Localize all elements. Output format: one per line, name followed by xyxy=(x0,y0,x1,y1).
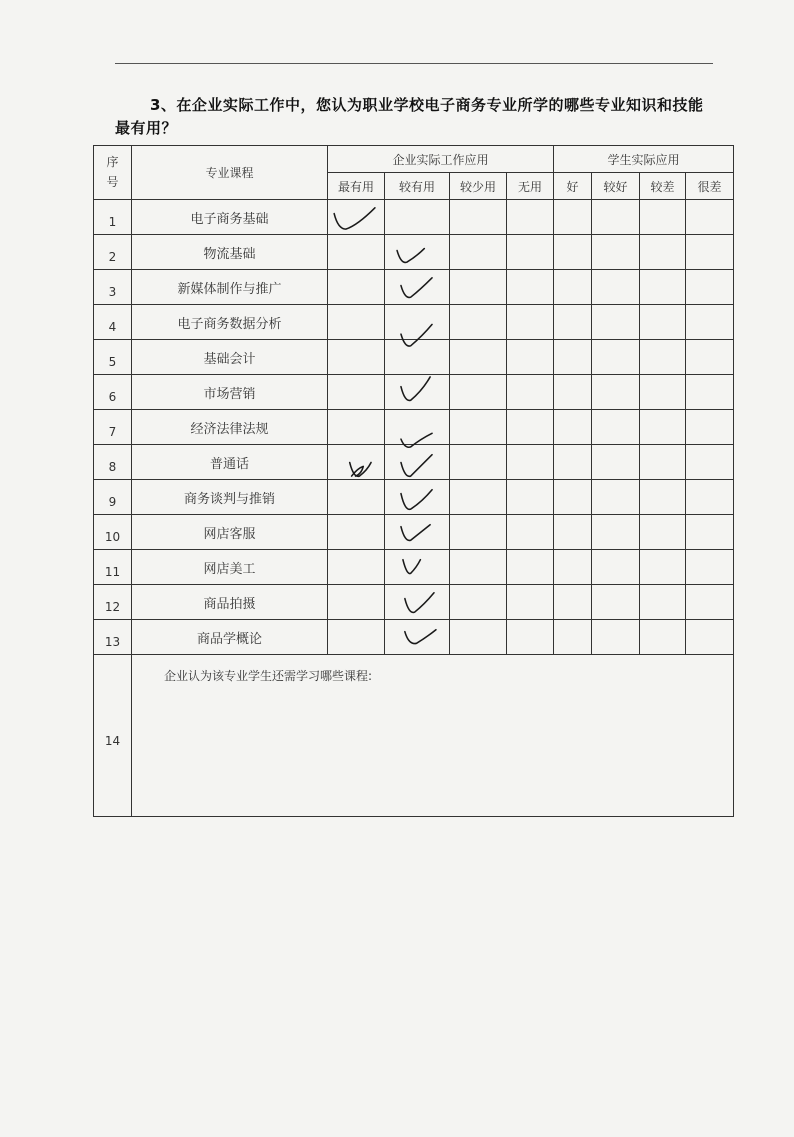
empty-cell xyxy=(554,305,592,340)
empty-cell xyxy=(554,200,592,235)
checkmark-icon xyxy=(385,270,449,304)
empty-cell xyxy=(640,305,686,340)
row-number: 10 xyxy=(94,515,132,550)
check-cell xyxy=(385,585,450,620)
row-number: 6 xyxy=(94,375,132,410)
empty-cell xyxy=(554,375,592,410)
col-header: 很差 xyxy=(686,173,734,200)
checkmark-icon xyxy=(385,410,449,444)
course-name: 普通话 xyxy=(132,445,328,480)
empty-cell xyxy=(686,200,734,235)
empty-cell xyxy=(450,410,507,445)
checkmark-icon xyxy=(385,235,449,269)
empty-cell xyxy=(640,270,686,305)
course-name: 网店客服 xyxy=(132,515,328,550)
col-header: 好 xyxy=(554,173,592,200)
empty-cell xyxy=(640,340,686,375)
empty-cell xyxy=(686,305,734,340)
empty-cell xyxy=(640,410,686,445)
empty-cell xyxy=(450,235,507,270)
check-cell xyxy=(385,410,450,445)
table-row xyxy=(94,550,734,585)
empty-cell xyxy=(686,410,734,445)
empty-cell xyxy=(507,480,554,515)
empty-cell xyxy=(686,515,734,550)
empty-cell xyxy=(686,375,734,410)
empty-cell xyxy=(592,375,640,410)
empty-cell xyxy=(592,200,640,235)
empty-cell xyxy=(507,235,554,270)
survey-table xyxy=(93,145,734,817)
empty-cell xyxy=(450,375,507,410)
checkmark-icon xyxy=(385,375,449,409)
empty-cell xyxy=(385,200,450,235)
empty-cell xyxy=(507,620,554,655)
empty-cell xyxy=(450,620,507,655)
empty-cell xyxy=(507,340,554,375)
table-row xyxy=(94,270,734,305)
empty-cell xyxy=(592,445,640,480)
empty-cell xyxy=(554,550,592,585)
empty-cell xyxy=(640,375,686,410)
empty-cell xyxy=(328,305,385,340)
empty-cell xyxy=(592,550,640,585)
note-cell xyxy=(132,655,734,817)
empty-cell xyxy=(686,340,734,375)
row-number: 4 xyxy=(94,305,132,340)
checkmark-icon xyxy=(385,480,449,514)
table-row xyxy=(94,410,734,445)
course-name: 市场营销 xyxy=(132,375,328,410)
empty-cell xyxy=(592,515,640,550)
col-header: 较差 xyxy=(640,173,686,200)
checkmark-icon xyxy=(385,620,449,654)
course-name: 新媒体制作与推广 xyxy=(132,270,328,305)
row-number: 5 xyxy=(94,340,132,375)
empty-cell xyxy=(328,270,385,305)
empty-cell xyxy=(554,480,592,515)
empty-cell xyxy=(592,480,640,515)
empty-cell xyxy=(640,480,686,515)
course-name: 商务谈判与推销 xyxy=(132,480,328,515)
empty-cell xyxy=(507,585,554,620)
table-row xyxy=(94,620,734,655)
empty-cell xyxy=(450,200,507,235)
table-row xyxy=(94,445,734,480)
student-group-header: 学生实际应用 xyxy=(554,146,734,173)
table-row xyxy=(94,585,734,620)
empty-cell xyxy=(640,550,686,585)
table-row xyxy=(94,480,734,515)
empty-cell xyxy=(450,515,507,550)
row-number: 13 xyxy=(94,620,132,655)
empty-cell xyxy=(385,340,450,375)
empty-cell xyxy=(592,270,640,305)
checkmark-icon xyxy=(328,200,384,234)
check-cell xyxy=(328,445,385,480)
empty-cell xyxy=(686,445,734,480)
empty-cell xyxy=(328,480,385,515)
empty-cell xyxy=(686,270,734,305)
course-name: 基础会计 xyxy=(132,340,328,375)
empty-cell xyxy=(554,270,592,305)
col-header: 较好 xyxy=(592,173,640,200)
course-name: 电子商务基础 xyxy=(132,200,328,235)
empty-cell xyxy=(686,480,734,515)
empty-cell xyxy=(507,515,554,550)
empty-cell xyxy=(554,515,592,550)
empty-cell xyxy=(592,305,640,340)
empty-cell xyxy=(686,585,734,620)
empty-cell xyxy=(640,445,686,480)
row-number: 8 xyxy=(94,445,132,480)
empty-cell xyxy=(450,340,507,375)
empty-cell xyxy=(554,620,592,655)
check-cell xyxy=(385,305,450,340)
checkmark-icon xyxy=(385,515,449,549)
empty-cell xyxy=(640,200,686,235)
empty-cell xyxy=(507,200,554,235)
checkmark-icon xyxy=(385,305,449,339)
table-row xyxy=(94,340,734,375)
col-header: 较少用 xyxy=(450,173,507,200)
check-cell xyxy=(385,235,450,270)
crossed-check-icon xyxy=(328,445,384,479)
row-number: 9 xyxy=(94,480,132,515)
empty-cell xyxy=(554,445,592,480)
course-name: 商品拍摄 xyxy=(132,585,328,620)
question-text-continued: 最有用？ xyxy=(115,119,178,137)
col-header: 较有用 xyxy=(385,173,450,200)
empty-cell xyxy=(328,515,385,550)
note-text: 企业认为该专业学生还需学习哪些课程: xyxy=(164,669,373,683)
check-cell xyxy=(385,515,450,550)
empty-cell xyxy=(592,410,640,445)
row-number: 7 xyxy=(94,410,132,445)
row-number: 2 xyxy=(94,235,132,270)
empty-cell xyxy=(640,620,686,655)
empty-cell xyxy=(507,270,554,305)
row-number: 14 xyxy=(94,655,132,817)
table-row xyxy=(94,200,734,235)
table-row xyxy=(94,515,734,550)
empty-cell xyxy=(328,585,385,620)
table-row xyxy=(94,235,734,270)
empty-cell xyxy=(328,340,385,375)
empty-cell xyxy=(592,340,640,375)
empty-cell xyxy=(328,550,385,585)
empty-cell xyxy=(592,585,640,620)
top-rule xyxy=(115,63,713,64)
course-header: 专业课程 xyxy=(132,146,328,200)
table-row xyxy=(94,305,734,340)
empty-cell xyxy=(450,445,507,480)
table-row xyxy=(94,375,734,410)
check-cell xyxy=(385,375,450,410)
empty-cell xyxy=(592,235,640,270)
empty-cell xyxy=(640,235,686,270)
checkmark-icon xyxy=(385,550,449,584)
empty-cell xyxy=(640,585,686,620)
empty-cell xyxy=(450,585,507,620)
empty-cell xyxy=(686,235,734,270)
checkmark-icon xyxy=(385,585,449,619)
empty-cell xyxy=(450,305,507,340)
course-name: 经济法律法规 xyxy=(132,410,328,445)
question-text: 3、在企业实际工作中，您认为职业学校电子商务专业所学的哪些专业知识和技能 xyxy=(150,96,704,114)
row-number: 1 xyxy=(94,200,132,235)
row-number: 3 xyxy=(94,270,132,305)
empty-cell xyxy=(507,550,554,585)
empty-cell xyxy=(554,340,592,375)
empty-cell xyxy=(328,375,385,410)
empty-cell xyxy=(554,410,592,445)
course-name: 电子商务数据分析 xyxy=(132,305,328,340)
empty-cell xyxy=(554,235,592,270)
check-cell xyxy=(385,620,450,655)
row-number: 12 xyxy=(94,585,132,620)
empty-cell xyxy=(507,445,554,480)
course-name: 物流基础 xyxy=(132,235,328,270)
col-header: 无用 xyxy=(507,173,554,200)
table-row xyxy=(94,655,734,817)
check-cell xyxy=(385,550,450,585)
enterprise-group-header: 企业实际工作应用 xyxy=(328,146,554,173)
empty-cell xyxy=(450,550,507,585)
check-cell xyxy=(385,270,450,305)
empty-cell xyxy=(592,620,640,655)
empty-cell xyxy=(507,305,554,340)
empty-cell xyxy=(507,375,554,410)
seq-header: 序号 xyxy=(94,146,132,200)
check-cell xyxy=(328,200,385,235)
empty-cell xyxy=(640,515,686,550)
col-header: 最有用 xyxy=(328,173,385,200)
empty-cell xyxy=(328,235,385,270)
checkmark-icon xyxy=(385,445,449,479)
empty-cell xyxy=(328,620,385,655)
row-number: 11 xyxy=(94,550,132,585)
empty-cell xyxy=(554,585,592,620)
course-name: 网店美工 xyxy=(132,550,328,585)
empty-cell xyxy=(686,620,734,655)
empty-cell xyxy=(450,270,507,305)
check-cell xyxy=(385,445,450,480)
empty-cell xyxy=(507,410,554,445)
empty-cell xyxy=(328,410,385,445)
course-name: 商品学概论 xyxy=(132,620,328,655)
check-cell xyxy=(385,480,450,515)
empty-cell xyxy=(686,550,734,585)
empty-cell xyxy=(450,480,507,515)
